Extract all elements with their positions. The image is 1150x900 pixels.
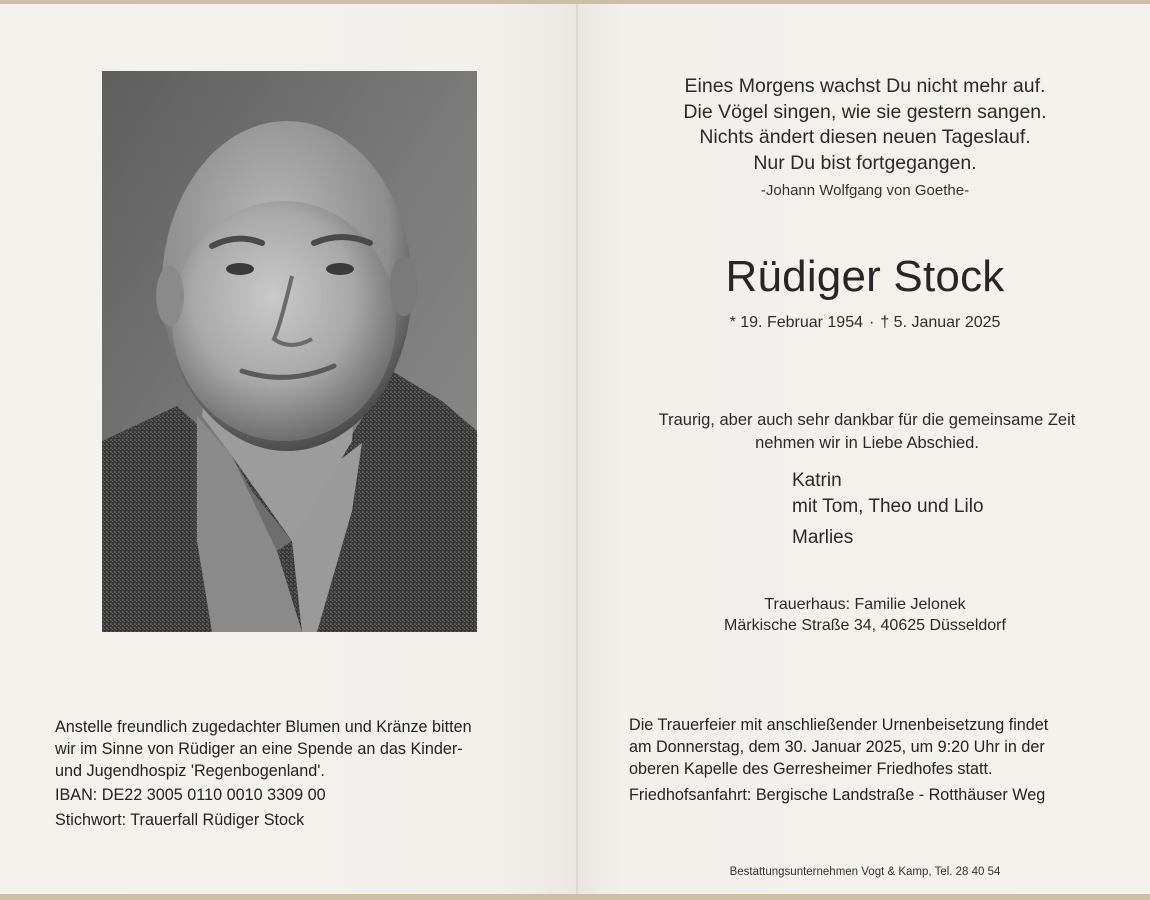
mourning-house [620, 594, 1110, 636]
farewell-line: nehmen wir in Liebe Abschied. [755, 433, 979, 452]
cemetery-directions: Friedhofsanfahrt: Bergische Landstraße - Rotthäuser Weg [629, 786, 1046, 804]
donation-keyword: Stichwort: Trauerfall Rüdiger Stock [55, 811, 305, 829]
donation-iban: IBAN: DE22 3005 0110 0010 3309 00 [55, 786, 326, 804]
ceremony-line: am Donnerstag, dem 30. Januar 2025, um 9:20 Uhr in der [629, 738, 1045, 756]
poem-line: Nichts ändert diesen neuen Tageslauf. [699, 126, 1031, 149]
family-member: Katrin [792, 470, 842, 491]
ceremony-line: oberen Kapelle des Gerresheimer Friedhofes statt. [629, 760, 993, 778]
farewell-text [612, 409, 1122, 454]
poem-line: Nur Du bist fortgegangen. [753, 151, 977, 174]
poem [620, 74, 1110, 176]
date-separator: · [869, 314, 875, 331]
poem-line: Die Vögel singen, wie sie gestern sangen. [683, 100, 1047, 123]
donation-line: Anstelle freundlich zugedachter Blumen und Kränze bitten [55, 718, 472, 736]
family-member: mit Tom, Theo und Lilo [792, 496, 984, 517]
poem-line: Eines Morgens wachst Du nicht mehr auf. [684, 75, 1046, 97]
card-fold [576, 4, 578, 894]
portrait-photo [102, 71, 477, 632]
poem-author: -Johann Wolfgang von Goethe- [760, 182, 970, 199]
donation-line: und Jugendhospiz 'Regenbogenland'. [55, 762, 325, 780]
mourning-house-address: Märkische Straße 34, 40625 Düsseldorf [724, 617, 1006, 634]
funeral-home-footer: Bestattungsunternehmen Vogt & Kamp, Tel. 28 40 54 [729, 866, 1001, 878]
farewell-line: Traurig, aber auch sehr dankbar für die gemeinsame Zeit [658, 411, 1076, 429]
mourning-house-name: Trauerhaus: Familie Jelonek [764, 596, 966, 613]
life-dates [620, 314, 1110, 332]
deceased-name: Rüdiger Stock [725, 252, 1005, 301]
family-member: Marlies [792, 527, 854, 548]
death-date: † 5. Januar 2025 [880, 314, 1001, 331]
birth-date: * 19. Februar 1954 [729, 314, 863, 331]
donation-line: wir im Sinne von Rüdiger an eine Spende an das Kinder- [55, 740, 463, 758]
ceremony-line: Die Trauerfeier mit anschließender Urnenbeisetzung findet [629, 716, 1049, 734]
